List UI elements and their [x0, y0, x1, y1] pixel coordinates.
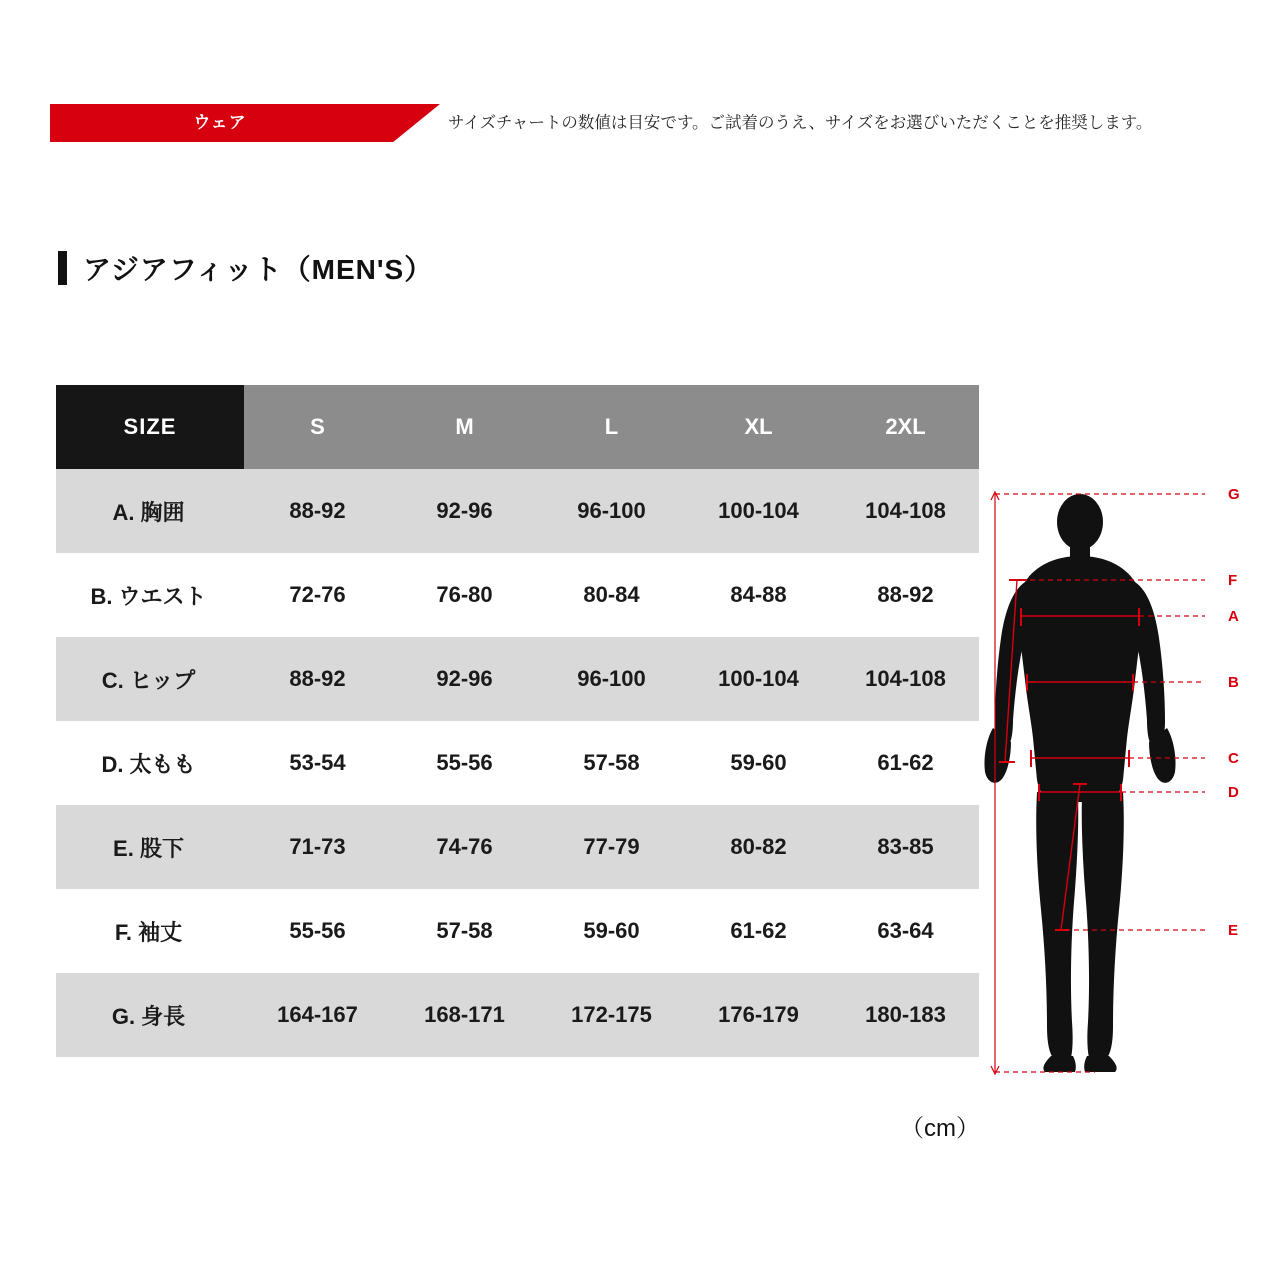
- cell-thigh-xl: 59-60: [685, 721, 832, 805]
- size-chart-table: [56, 385, 979, 1057]
- cell-height-s: 164-167: [244, 973, 391, 1057]
- cell-waist-s: 72-76: [244, 553, 391, 637]
- cell-chest-m: 92-96: [391, 469, 538, 553]
- cell-sleeve-xl: 61-62: [685, 889, 832, 973]
- cell-hip-xl: 100-104: [685, 637, 832, 721]
- row-label-sleeve: F. 袖丈: [56, 889, 244, 973]
- page-title: アジアフィット（MEN'S）: [83, 254, 434, 285]
- cell-waist-xl: 84-88: [685, 553, 832, 637]
- column-header-s: S: [244, 385, 391, 469]
- marker-f-label: F: [1228, 572, 1238, 589]
- marker-d-label: D: [1228, 784, 1239, 801]
- cell-waist-m: 76-80: [391, 553, 538, 637]
- column-header-l: L: [538, 385, 685, 469]
- table-row: [56, 889, 979, 973]
- cell-chest-s: 88-92: [244, 469, 391, 553]
- body-measurement-diagram: [975, 470, 1245, 1090]
- cell-waist-l: 80-84: [538, 553, 685, 637]
- marker-a-label: A: [1228, 608, 1239, 625]
- cell-hip-l: 96-100: [538, 637, 685, 721]
- cell-hip-m: 92-96: [391, 637, 538, 721]
- cell-chest-l: 96-100: [538, 469, 685, 553]
- table-header-row: [56, 385, 979, 469]
- marker-b-label: B: [1228, 674, 1239, 691]
- table-row: [56, 469, 979, 553]
- column-header-m: M: [391, 385, 538, 469]
- header-note: サイズチャートの数値は目安です。ご試着のうえ、サイズをお選びいただくことを推奨します。: [448, 114, 1153, 132]
- cell-chest-xl: 100-104: [685, 469, 832, 553]
- table-corner-label: SIZE: [56, 385, 244, 469]
- title-accent-bar: [58, 251, 67, 285]
- cell-hip-2xl: 104-108: [832, 637, 979, 721]
- cell-waist-2xl: 88-92: [832, 553, 979, 637]
- row-label-chest: A. 胸囲: [56, 469, 244, 553]
- body-figure-svg: [975, 470, 1245, 1090]
- column-header-2xl: 2XL: [832, 385, 979, 469]
- column-header-xl: XL: [685, 385, 832, 469]
- marker-e-label: E: [1228, 922, 1239, 939]
- table-row: [56, 553, 979, 637]
- cell-inseam-l: 77-79: [538, 805, 685, 889]
- header-banner: [50, 104, 1232, 142]
- row-label-hip: C. ヒップ: [56, 637, 244, 721]
- cell-sleeve-m: 57-58: [391, 889, 538, 973]
- cell-thigh-m: 55-56: [391, 721, 538, 805]
- marker-g-label: G: [1228, 486, 1240, 503]
- unit-label: （cm）: [900, 1115, 980, 1142]
- row-label-height: G. 身長: [56, 973, 244, 1057]
- cell-inseam-xl: 80-82: [685, 805, 832, 889]
- cell-chest-2xl: 104-108: [832, 469, 979, 553]
- cell-height-l: 172-175: [538, 973, 685, 1057]
- cell-height-2xl: 180-183: [832, 973, 979, 1057]
- cell-sleeve-2xl: 63-64: [832, 889, 979, 973]
- cell-sleeve-l: 59-60: [538, 889, 685, 973]
- cell-thigh-l: 57-58: [538, 721, 685, 805]
- cell-inseam-s: 71-73: [244, 805, 391, 889]
- cell-height-m: 168-171: [391, 973, 538, 1057]
- row-label-waist: B. ウエスト: [56, 553, 244, 637]
- table-row: [56, 805, 979, 889]
- table-row: [56, 637, 979, 721]
- cell-inseam-2xl: 83-85: [832, 805, 979, 889]
- table-row: [56, 973, 979, 1057]
- cell-thigh-2xl: 61-62: [832, 721, 979, 805]
- cell-thigh-s: 53-54: [244, 721, 391, 805]
- cell-hip-s: 88-92: [244, 637, 391, 721]
- marker-c-label: C: [1228, 750, 1239, 767]
- cell-inseam-m: 74-76: [391, 805, 538, 889]
- cell-height-xl: 176-179: [685, 973, 832, 1057]
- row-label-inseam: E. 股下: [56, 805, 244, 889]
- cell-sleeve-s: 55-56: [244, 889, 391, 973]
- row-label-thigh: D. 太もも: [56, 721, 244, 805]
- table-row: [56, 721, 979, 805]
- category-tag-label: ウェア: [193, 113, 247, 132]
- section-title: [58, 248, 433, 288]
